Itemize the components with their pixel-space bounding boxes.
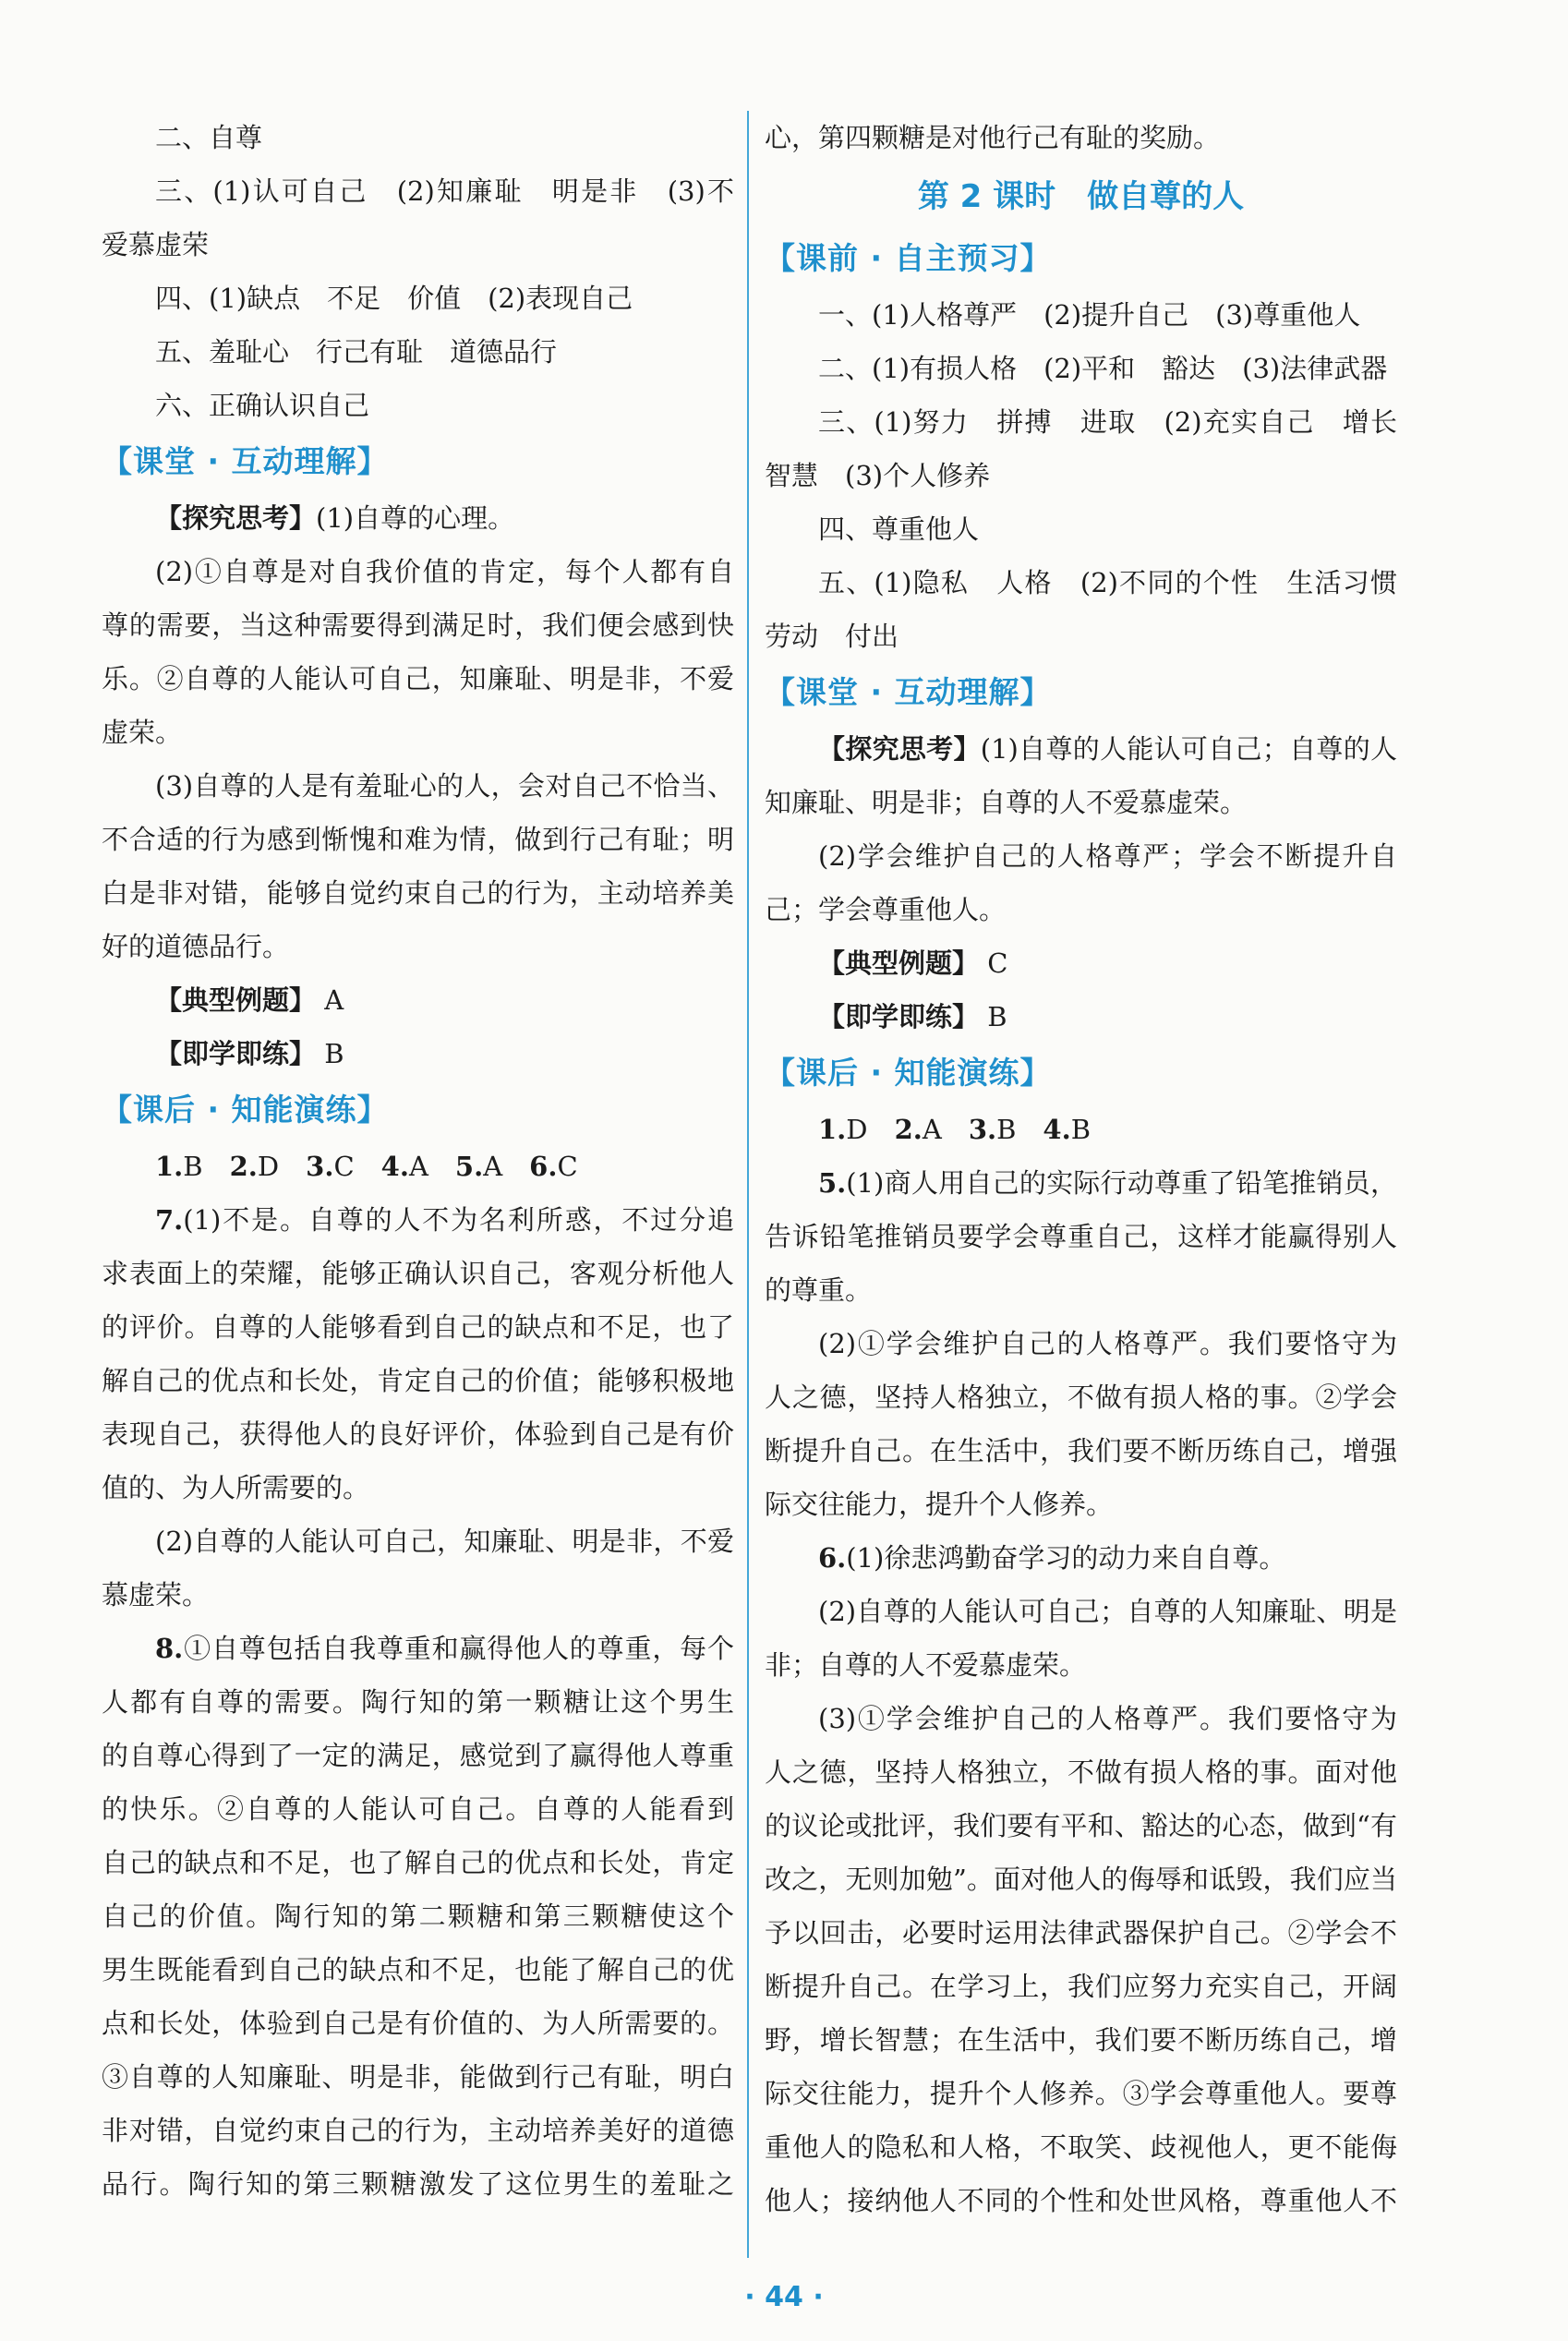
paragraph-line: 值的、为人所需要的。 (102, 1472, 370, 1503)
paragraph-line: 际交往能力，提升个人修养。③学会尊重他人。要尊 (765, 2078, 1397, 2109)
answer-line: 二、自尊 (155, 122, 263, 153)
paragraph-line: 男生既能看到自己的缺点和不足，也能了解自己的优 (102, 1954, 734, 1985)
paragraph-line: 的自尊心得到了一定的满足，感觉到了赢得他人尊重 (102, 1740, 734, 1771)
typical-example-label: 【典型例题】 (155, 984, 317, 1016)
answer-line: 四、尊重他人 (818, 513, 980, 545)
paragraph-line: 重他人的隐私和人格，不取笑、歧视他人，更不能侮 (765, 2131, 1397, 2163)
paragraph-line: 改之，无则加勉”。面对他人的侮辱和诋毁，我们应当 (765, 1864, 1397, 1895)
paragraph-line: 的评价。自尊的人能够看到自己的缺点和不足，也了 (102, 1311, 734, 1343)
paragraph-line: 白是非对错，能够自觉约束自己的行为，主动培养美 (102, 877, 734, 909)
section-heading-after-class: 【课后 · 知能演练】 (102, 1092, 389, 1128)
paragraph-line: 非对错，自觉约束自己的行为，主动培养美好的道德 (102, 2115, 734, 2146)
paragraph-line: 断提升自己。在学习上，我们应努力充实自己，开阔 (765, 1971, 1397, 2002)
paragraph-line: 予以回击，必要时运用法律武器保护自己。②学会不 (765, 1917, 1397, 1949)
question-number: 6. (818, 1542, 847, 1574)
paragraph-line: (2)学会维护自己的人格尊严；学会不断提升自 (818, 840, 1397, 872)
section-heading-classroom: 【课堂 · 互动理解】 (765, 674, 1052, 710)
paragraph-line: ③自尊的人知廉耻、明是非，能做到行己有耻，明白 (102, 2061, 734, 2093)
paragraph-line: (2)①自尊是对自我价值的肯定，每个人都有自 (155, 556, 734, 587)
typical-example-line: 【典型例题】 A (155, 984, 344, 1016)
explore-think-line: 【探究思考】(1)自尊的心理。 (155, 502, 515, 534)
paragraph-line: 表现自己，获得他人的良好评价，体验到自己是有价 (102, 1418, 734, 1450)
paragraph-line: 不合适的行为感到惭愧和难为情，做到行己有耻；明 (102, 824, 734, 855)
paragraph-line: 非；自尊的人不爱慕虚荣。 (765, 1649, 1087, 1681)
section-heading-classroom: 【课堂 · 互动理解】 (102, 443, 389, 479)
practice-label: 【即学即练】 (155, 1038, 317, 1069)
paragraph-line: 虚荣。 (102, 717, 183, 748)
left-column (102, 111, 734, 2211)
question-number: 8. (155, 1633, 184, 1664)
typical-example-label: 【典型例题】 (818, 947, 980, 979)
answer-line: 爱慕虚荣 (102, 229, 210, 260)
paragraph-line: 告诉铅笔推销员要学会尊重自己，这样才能赢得别人 (765, 1221, 1397, 1252)
answer-line: 四、(1)缺点 不足 价值 (2)表现自己 (155, 283, 633, 314)
paragraph-line: (3)①学会维护自己的人格尊严。我们要恪守为 (818, 1703, 1397, 1734)
right-column (765, 111, 1397, 2227)
paragraph-line: 的快乐。②自尊的人能认可自己。自尊的人能看到 (102, 1793, 734, 1825)
paragraph-line: 求表面上的荣耀，能够正确认识自己，客观分析他人 (102, 1258, 734, 1289)
explore-think-label: 【探究思考】 (818, 733, 981, 765)
paragraph-line: 自己的缺点和不足，也了解自己的优点和长处，肯定 (102, 1847, 734, 1878)
section-heading-after-class: 【课后 · 知能演练】 (765, 1055, 1052, 1091)
paragraph-line: 知廉耻、明是非；自尊的人不爱慕虚荣。 (765, 787, 1248, 818)
answer-line: 五、羞耻心 行己有耻 道德品行 (155, 336, 558, 368)
choice-answers: 1.D 2.A 3.B 4.B (818, 1114, 1092, 1145)
page-number: · 44 · (744, 2281, 824, 2313)
paragraph-line: 尊的需要，当这种需要得到满足时，我们便会感到快 (102, 609, 734, 641)
answer-line: 二、(1)有损人格 (2)平和 豁达 (3)法律武器 (818, 353, 1388, 384)
practice-label: 【即学即练】 (818, 1001, 980, 1032)
lesson-title: 第 2 课时 做自尊的人 (917, 178, 1245, 215)
practice-line: 【即学即练】 B (155, 1038, 344, 1069)
paragraph-line: 6.(1)徐悲鸿勤奋学习的动力来自自尊。 (818, 1542, 1286, 1574)
paragraph-line: 野，增长智慧；在生活中，我们要不断历练自己，增 (765, 2024, 1397, 2056)
choice-answers: 1.B 2.D 3.C 4.A 5.A 6.C (155, 1151, 578, 1182)
answer-line: 一、(1)人格尊严 (2)提升自己 (3)尊重他人 (818, 299, 1361, 331)
paragraph-line: 8.①自尊包括自我尊重和赢得他人的尊重，每个 (155, 1633, 734, 1664)
section-heading-preview: 【课前 · 自主预习】 (765, 240, 1052, 276)
paragraph-line: 自己的价值。陶行知的第二颗糖和第三颗糖使这个 (102, 1901, 734, 1932)
answer-line: 三、(1)努力 拼搏 进取 (2)充实自己 增长 (818, 406, 1397, 438)
paragraph-line: 的议论或批评，我们要有平和、豁达的心态，做到“有 (765, 1810, 1397, 1841)
paragraph-line: (2)自尊的人能认可自己，知廉耻、明是非，不爱 (155, 1526, 734, 1557)
practice-line: 【即学即练】 B (818, 1001, 1007, 1032)
paragraph-line: 他人；接纳他人不同的个性和处世风格，尊重他人不 (765, 2185, 1397, 2216)
column-divider (747, 111, 749, 2258)
paragraph-line: (2)自尊的人能认可自己；自尊的人知廉耻、明是 (818, 1596, 1397, 1627)
paragraph-line: 人之德，坚持人格独立，不做有损人格的事。②学会 (765, 1382, 1397, 1413)
paragraph-line: 乐。②自尊的人能认可自己，知廉耻、明是非，不爱 (102, 663, 734, 694)
paragraph-line: 点和长处，体验到自己是有价值的、为人所需要的。 (102, 2008, 734, 2039)
paragraph-line: 品行。陶行知的第三颗糖激发了这位男生的羞耻之 (102, 2168, 734, 2200)
question-number: 7. (155, 1204, 184, 1236)
explore-think-line: 【探究思考】(1)自尊的人能认可自己；自尊的人 (818, 733, 1397, 765)
typical-example-line: 【典型例题】 C (818, 947, 1008, 979)
paragraph-line: 心，第四颗糖是对他行己有耻的奖励。 (765, 122, 1221, 153)
paragraph-line: 5.(1)商人用自己的实际行动尊重了铅笔推销员， (818, 1167, 1397, 1199)
paragraph-line: 好的道德品行。 (102, 931, 290, 962)
explore-think-label: 【探究思考】 (155, 502, 317, 534)
question-number: 5. (818, 1167, 847, 1199)
answer-line: 五、(1)隐私 人格 (2)不同的个性 生活习惯 (818, 567, 1397, 598)
paragraph-line: 断提升自己。在生活中，我们要不断历练自己，增强 (765, 1435, 1397, 1466)
paragraph-line: 人之德，坚持人格独立，不做有损人格的事。面对他 (765, 1756, 1397, 1788)
paragraph-line: 解自己的优点和长处，肯定自己的价值；能够积极地 (102, 1365, 734, 1396)
answer-line: 劳动 付出 (765, 621, 899, 652)
answer-line: 三、(1)认可自己 (2)知廉耻 明是非 (3)不 (155, 175, 734, 207)
paragraph-line: 人都有自尊的需要。陶行知的第一颗糖让这个男生 (102, 1686, 734, 1718)
paragraph-line: 7.(1)不是。自尊的人不为名利所惑，不过分追 (155, 1204, 734, 1236)
paragraph-line: 慕虚荣。 (102, 1579, 210, 1611)
paragraph-line: 己；学会尊重他人。 (765, 894, 1007, 925)
paragraph-line: 的尊重。 (765, 1274, 873, 1306)
paragraph-line: (3)自尊的人是有羞耻心的人，会对自己不恰当、 (155, 770, 734, 802)
paragraph-line: 际交往能力，提升个人修养。 (765, 1489, 1114, 1520)
answer-line: 智慧 (3)个人修养 (765, 460, 991, 491)
paragraph-line: (2)①学会维护自己的人格尊严。我们要恪守为 (818, 1328, 1397, 1359)
answer-line: 六、正确认识自己 (155, 390, 370, 421)
